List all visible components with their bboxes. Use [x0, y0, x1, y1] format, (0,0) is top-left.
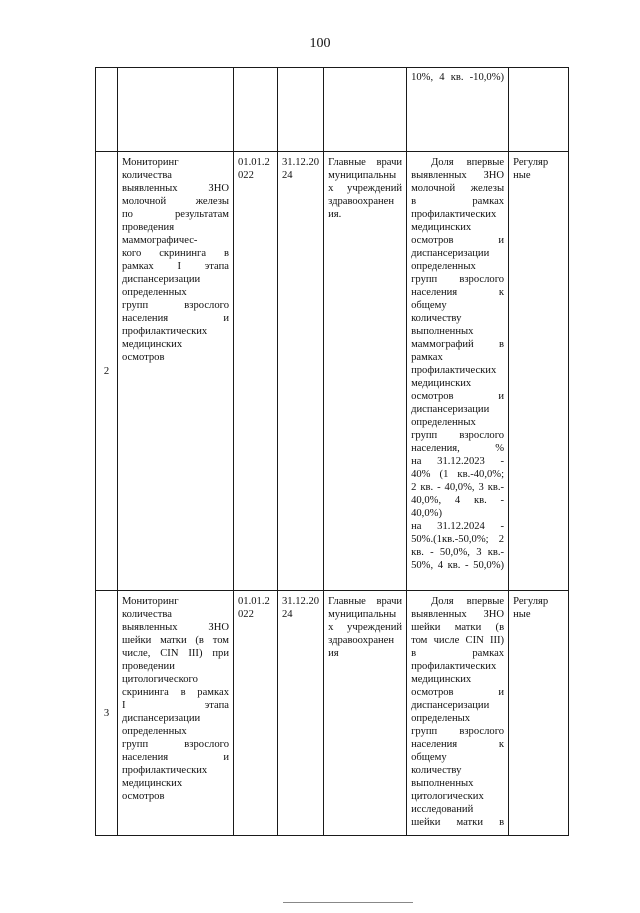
row-number: 3 [96, 591, 118, 836]
indicator-line: общему [411, 300, 447, 311]
indicator-line: на 31.12.2024 - [411, 521, 505, 532]
indicator-line: выполненных [411, 778, 474, 789]
name-line: групп взрослого [122, 300, 229, 311]
cell-end [278, 591, 324, 836]
cell-start [234, 152, 278, 591]
indicator-line: выявленных ЗНО [411, 609, 505, 620]
periodicity-line: Регуляр [513, 596, 549, 607]
indicator-line: профилактических [411, 365, 497, 376]
indicator-line: том числе CIN III) [411, 635, 505, 646]
indicator-line: медицинских [411, 222, 472, 233]
indicator-line: исследований [411, 804, 474, 815]
end-line: 24 [282, 170, 293, 181]
indicator-line: групп взрослого [411, 726, 505, 737]
indicator-line: населения к [411, 287, 505, 298]
name-line: проведения [122, 222, 175, 233]
indicator-line: шейки матки (в [411, 622, 505, 633]
indicator-line: 40,0%) [411, 508, 442, 519]
indicator-line: диспансеризации [411, 248, 490, 259]
name-line: профилактических [122, 326, 208, 337]
name-line: диспансеризации [122, 713, 201, 724]
indicator-line: количеству [411, 313, 462, 324]
name-line: шейки матки (в том [122, 635, 229, 646]
name-line: осмотров [122, 352, 165, 363]
name-line: определенных [122, 726, 187, 737]
indicator-line: выявленных ЗНО [411, 170, 505, 181]
name-line: выявленных ЗНО [122, 622, 229, 633]
cell-periodicity [509, 591, 569, 836]
cell-indicator [407, 591, 509, 836]
name-line: маммографичес- [122, 235, 198, 246]
indicator-line: молочной железы [411, 183, 505, 194]
name-line: количества [122, 609, 172, 620]
responsible-line: Главные врачи [328, 157, 403, 168]
indicator-line: Доля впервые [431, 157, 505, 168]
cell-responsible [324, 152, 407, 591]
name-line: рамках I этапа [122, 261, 229, 272]
name-line: по результатам [122, 209, 229, 220]
name-line: выявленных ЗНО [122, 183, 229, 194]
cell-name [118, 68, 234, 152]
cell-responsible [324, 68, 407, 152]
row-number [96, 68, 118, 152]
indicator-line: определенных [411, 417, 476, 428]
responsible-line: х учреждений [328, 183, 403, 194]
cell-name [118, 152, 234, 591]
measures-table [95, 67, 569, 836]
responsible-line: х учреждений [328, 622, 403, 633]
name-line: диспансеризации [122, 274, 201, 285]
name-line: скрининга в рамках [122, 687, 229, 698]
indicator-line: маммографий в [411, 339, 505, 350]
cell-start [234, 68, 278, 152]
responsible-line: Главные врачи [328, 596, 403, 607]
end-line: 24 [282, 609, 293, 620]
cell-responsible [324, 591, 407, 836]
table-row [96, 68, 569, 152]
indicator-line: общему [411, 752, 447, 763]
cell-name [118, 591, 234, 836]
periodicity-line: ные [513, 609, 531, 620]
indicator-line: кв. - 50,0%, 3 кв.- [411, 547, 505, 558]
indicator-line: 40% (1 кв.-40,0%; [411, 469, 505, 480]
indicator-line: осмотров и [411, 687, 505, 698]
responsible-line: здравоохранен [328, 196, 395, 207]
table-row [96, 591, 569, 836]
indicator-line: определеных [411, 713, 471, 724]
indicator-line: профилактических [411, 209, 497, 220]
name-line: проведении [122, 661, 175, 672]
name-line: Мониторинг [122, 596, 179, 607]
table-row [96, 152, 569, 591]
indicator-line: диспансеризации [411, 404, 490, 415]
name-line: профилактических [122, 765, 208, 776]
cell-indicator [407, 68, 509, 152]
end-line: 31.12.20 [282, 157, 320, 168]
name-line: определенных [122, 287, 187, 298]
name-line: Мониторинг [122, 157, 179, 168]
indicator-line: 10%, 4 кв. -10,0%) [411, 72, 505, 83]
indicator-line: групп взрослого [411, 430, 505, 441]
periodicity-line: Регуляр [513, 157, 549, 168]
start-line: 022 [238, 170, 254, 181]
indicator-line: 50%.(1кв.-50,0%; 2 [411, 534, 505, 545]
indicator-line: цитологических [411, 791, 484, 802]
start-line: 01.01.2 [238, 157, 270, 168]
responsible-line: ия. [328, 209, 342, 220]
footer-rule [283, 902, 413, 903]
name-line: медицинских [122, 778, 183, 789]
indicator-line: шейки матки в [411, 817, 505, 828]
indicator-line: профилактических [411, 661, 497, 672]
cell-end [278, 152, 324, 591]
indicator-line: количеству [411, 765, 462, 776]
name-line: населения и [122, 313, 229, 324]
responsible-line: муниципальны [328, 609, 397, 620]
cell-start [234, 591, 278, 836]
start-line: 01.01.2 [238, 596, 270, 607]
name-line: количества [122, 170, 172, 181]
indicator-line: в рамках [411, 648, 505, 659]
indicator-line: медицинских [411, 674, 472, 685]
name-line: числе, CIN III) при [122, 648, 229, 659]
name-line: цитологического [122, 674, 198, 685]
indicator-line: Доля впервые [431, 596, 505, 607]
indicator-line: населения к [411, 739, 505, 750]
cell-indicator [407, 152, 509, 591]
indicator-line: осмотров и [411, 391, 505, 402]
cell-end [278, 68, 324, 152]
end-line: 31.12.20 [282, 596, 320, 607]
indicator-line: рамках [411, 352, 443, 363]
page-number: 100 [309, 36, 331, 51]
indicator-line: 50%, 4 кв. - 50,0%) [411, 560, 505, 571]
indicator-line: осмотров и [411, 235, 505, 246]
name-line: осмотров [122, 791, 165, 802]
row-number: 2 [96, 152, 118, 591]
responsible-line: муниципальны [328, 170, 397, 181]
responsible-line: ия [328, 648, 339, 659]
start-line: 022 [238, 609, 254, 620]
cell-periodicity [509, 152, 569, 591]
name-line: I этапа [122, 700, 229, 711]
name-line: населения и [122, 752, 229, 763]
name-line: молочной железы [122, 196, 229, 207]
indicator-line: групп взрослого [411, 274, 505, 285]
indicator-line: 2 кв. - 40,0%, 3 кв.- [411, 482, 505, 493]
indicator-line: в рамках [411, 196, 505, 207]
name-line: медицинских [122, 339, 183, 350]
name-line: групп взрослого [122, 739, 229, 750]
name-line: кого скрининга в [122, 248, 229, 259]
indicator-line: диспансеризации [411, 700, 490, 711]
indicator-line: населения, % [411, 443, 505, 454]
periodicity-line: ные [513, 170, 531, 181]
indicator-line: на 31.12.2023 - [411, 456, 505, 467]
indicator-line: выполненных [411, 326, 474, 337]
responsible-line: здравоохранен [328, 635, 395, 646]
indicator-line: определенных [411, 261, 476, 272]
cell-periodicity [509, 68, 569, 152]
indicator-line: 40,0%, 4 кв. - [411, 495, 505, 506]
indicator-line: медицинских [411, 378, 472, 389]
